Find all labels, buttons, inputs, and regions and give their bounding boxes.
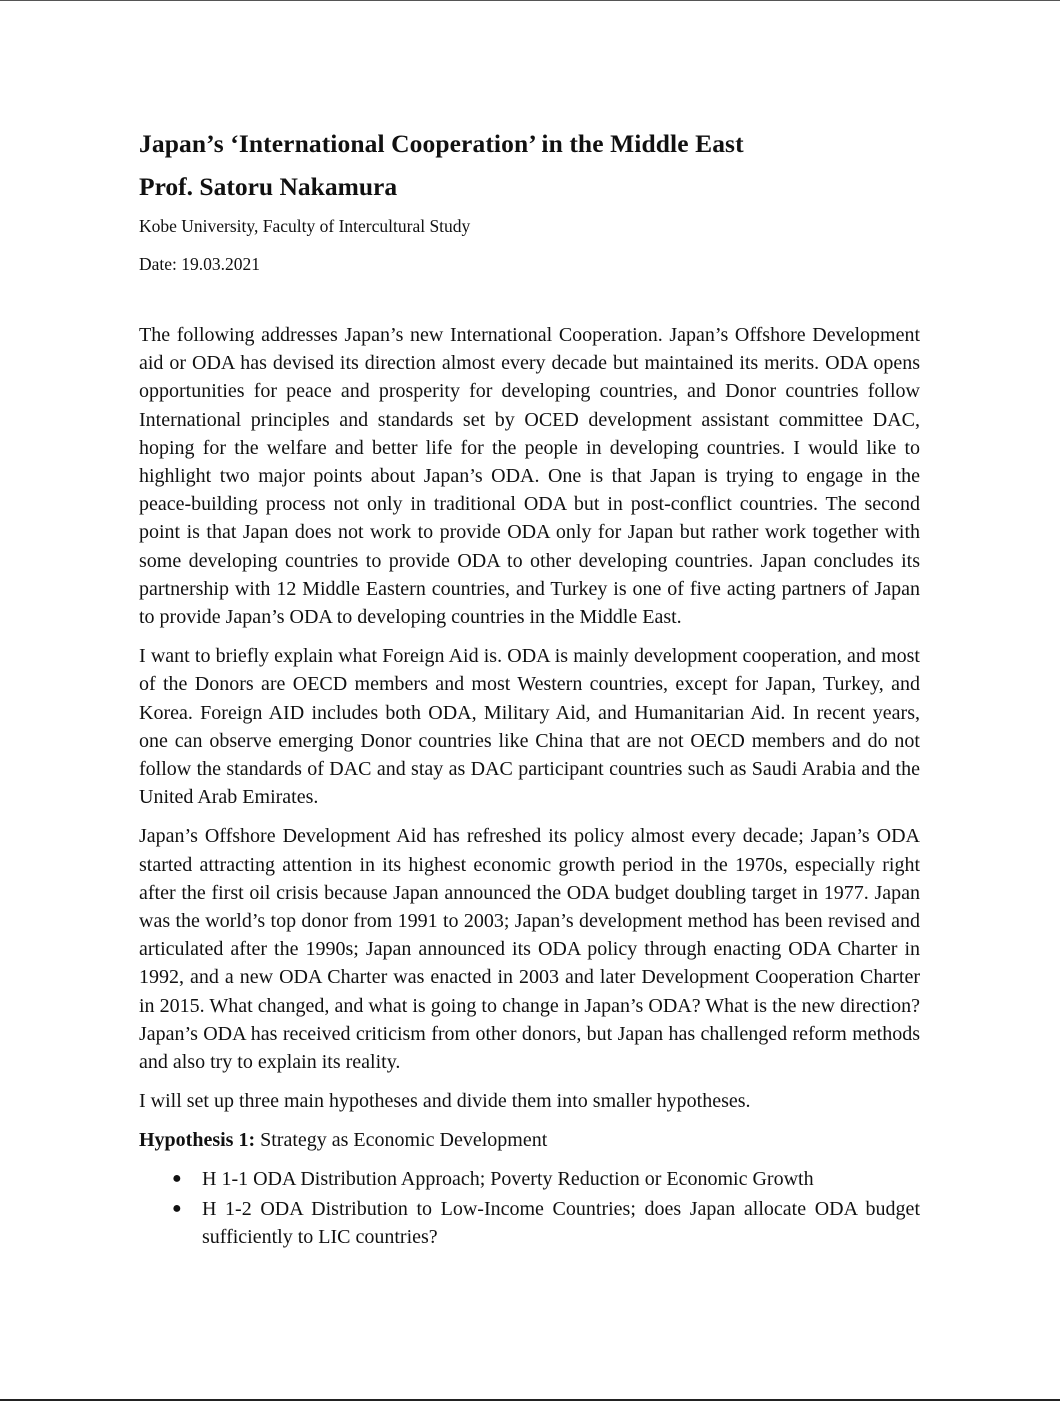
bullet-icon: ●: [172, 1169, 182, 1187]
document-author: Prof. Satoru Nakamura: [139, 172, 398, 201]
paragraph-foreign-aid: I want to briefly explain what Foreign Aid is. ODA is mainly development cooperation, and most of the Donors are OECD members and most Western countries, except for Japan, Turkey, and Korea. Foreign AID includes both ODA, Military Aid, and Humanitarian Aid. In recent years, one can observe emerging Donor countries like China that are not OECD members and do not follow the standards of DAC and stay as DAC participant countries such as Saudi Arabia and the United Arab Emirates.: [139, 645, 920, 809]
hypothesis-1-2-text: H 1-2 ODA Distribution to Low-Income Countries; does Japan allocate ODA budget sufficiently to LIC countries?: [202, 1197, 920, 1249]
paragraph-intro: The following addresses Japan’s new International Cooperation. Japan’s Offshore Development aid or ODA has devised its direction almost every decade but maintained its merits. ODA opens opportunities for peace and prosperity for developing countries, and Donor countries follow International principles and standards set by OCED development assistant committee DAC, hoping for the welfare and better life for the people in developing countries. I would like to highlight two major points about Japan’s ODA. One is that Japan is trying to engage in the peace-building process not only in traditional ODA but in post-conflict countries. The second point is that Japan does not work to provide ODA only for Japan but rather work together with some developing countries to provide ODA to other developing countries. Japan concludes its partnership with 12 Middle Eastern countries, and Turkey is one of five acting partners of Japan to provide Japan’s ODA to developing countries in the Middle East.: [139, 324, 920, 629]
paragraph-hypotheses-intro: I will set up three main hypotheses and divide them into smaller hypotheses.: [139, 1090, 751, 1113]
list-item: [139, 1165, 920, 1193]
document-title: Japan’s ‘International Cooperation’ in the Middle East: [139, 129, 744, 158]
hypothesis-1-text: Strategy as Economic Development: [255, 1129, 548, 1152]
hypothesis-1-label: Hypothesis 1:: [139, 1129, 256, 1152]
paragraph-oda-history: Japan’s Offshore Development Aid has refreshed its policy almost every decade; Japan’s ODA started attracting attention in its highest economic growth period in the 1970s, especially right after the first oil crisis because Japan announced the ODA budget doubling target in 1977. Japan was the world’s top donor from 1991 to 2003; Japan’s development method has been revised and articulated after the 1990s; Japan announced its ODA policy through enacting ODA Charter in 1992, and a new ODA Charter was enacted in 2003 and later Development Cooperation Charter in 2015. What changed, and what is going to change in Japan’s ODA? What is the new direction? Japan’s ODA has received criticism from other donors, but Japan has challenged reform methods and also try to explain its reality.: [139, 825, 920, 1074]
page-bottom-border: [0, 1399, 1060, 1401]
document-date: Date: 19.03.2021: [139, 254, 261, 274]
hypothesis-1-list: [139, 1165, 920, 1252]
hypothesis-1-1-text: H 1-1 ODA Distribution Approach; Poverty Reduction or Economic Growth: [202, 1167, 814, 1190]
document-page: [139, 126, 920, 1253]
bullet-icon: ●: [172, 1199, 182, 1217]
author-affiliation: Kobe University, Faculty of Intercultural Study: [139, 216, 471, 236]
hypothesis-1-heading: [139, 1126, 920, 1154]
list-item: [139, 1195, 920, 1251]
page-top-border: [0, 0, 1060, 1]
